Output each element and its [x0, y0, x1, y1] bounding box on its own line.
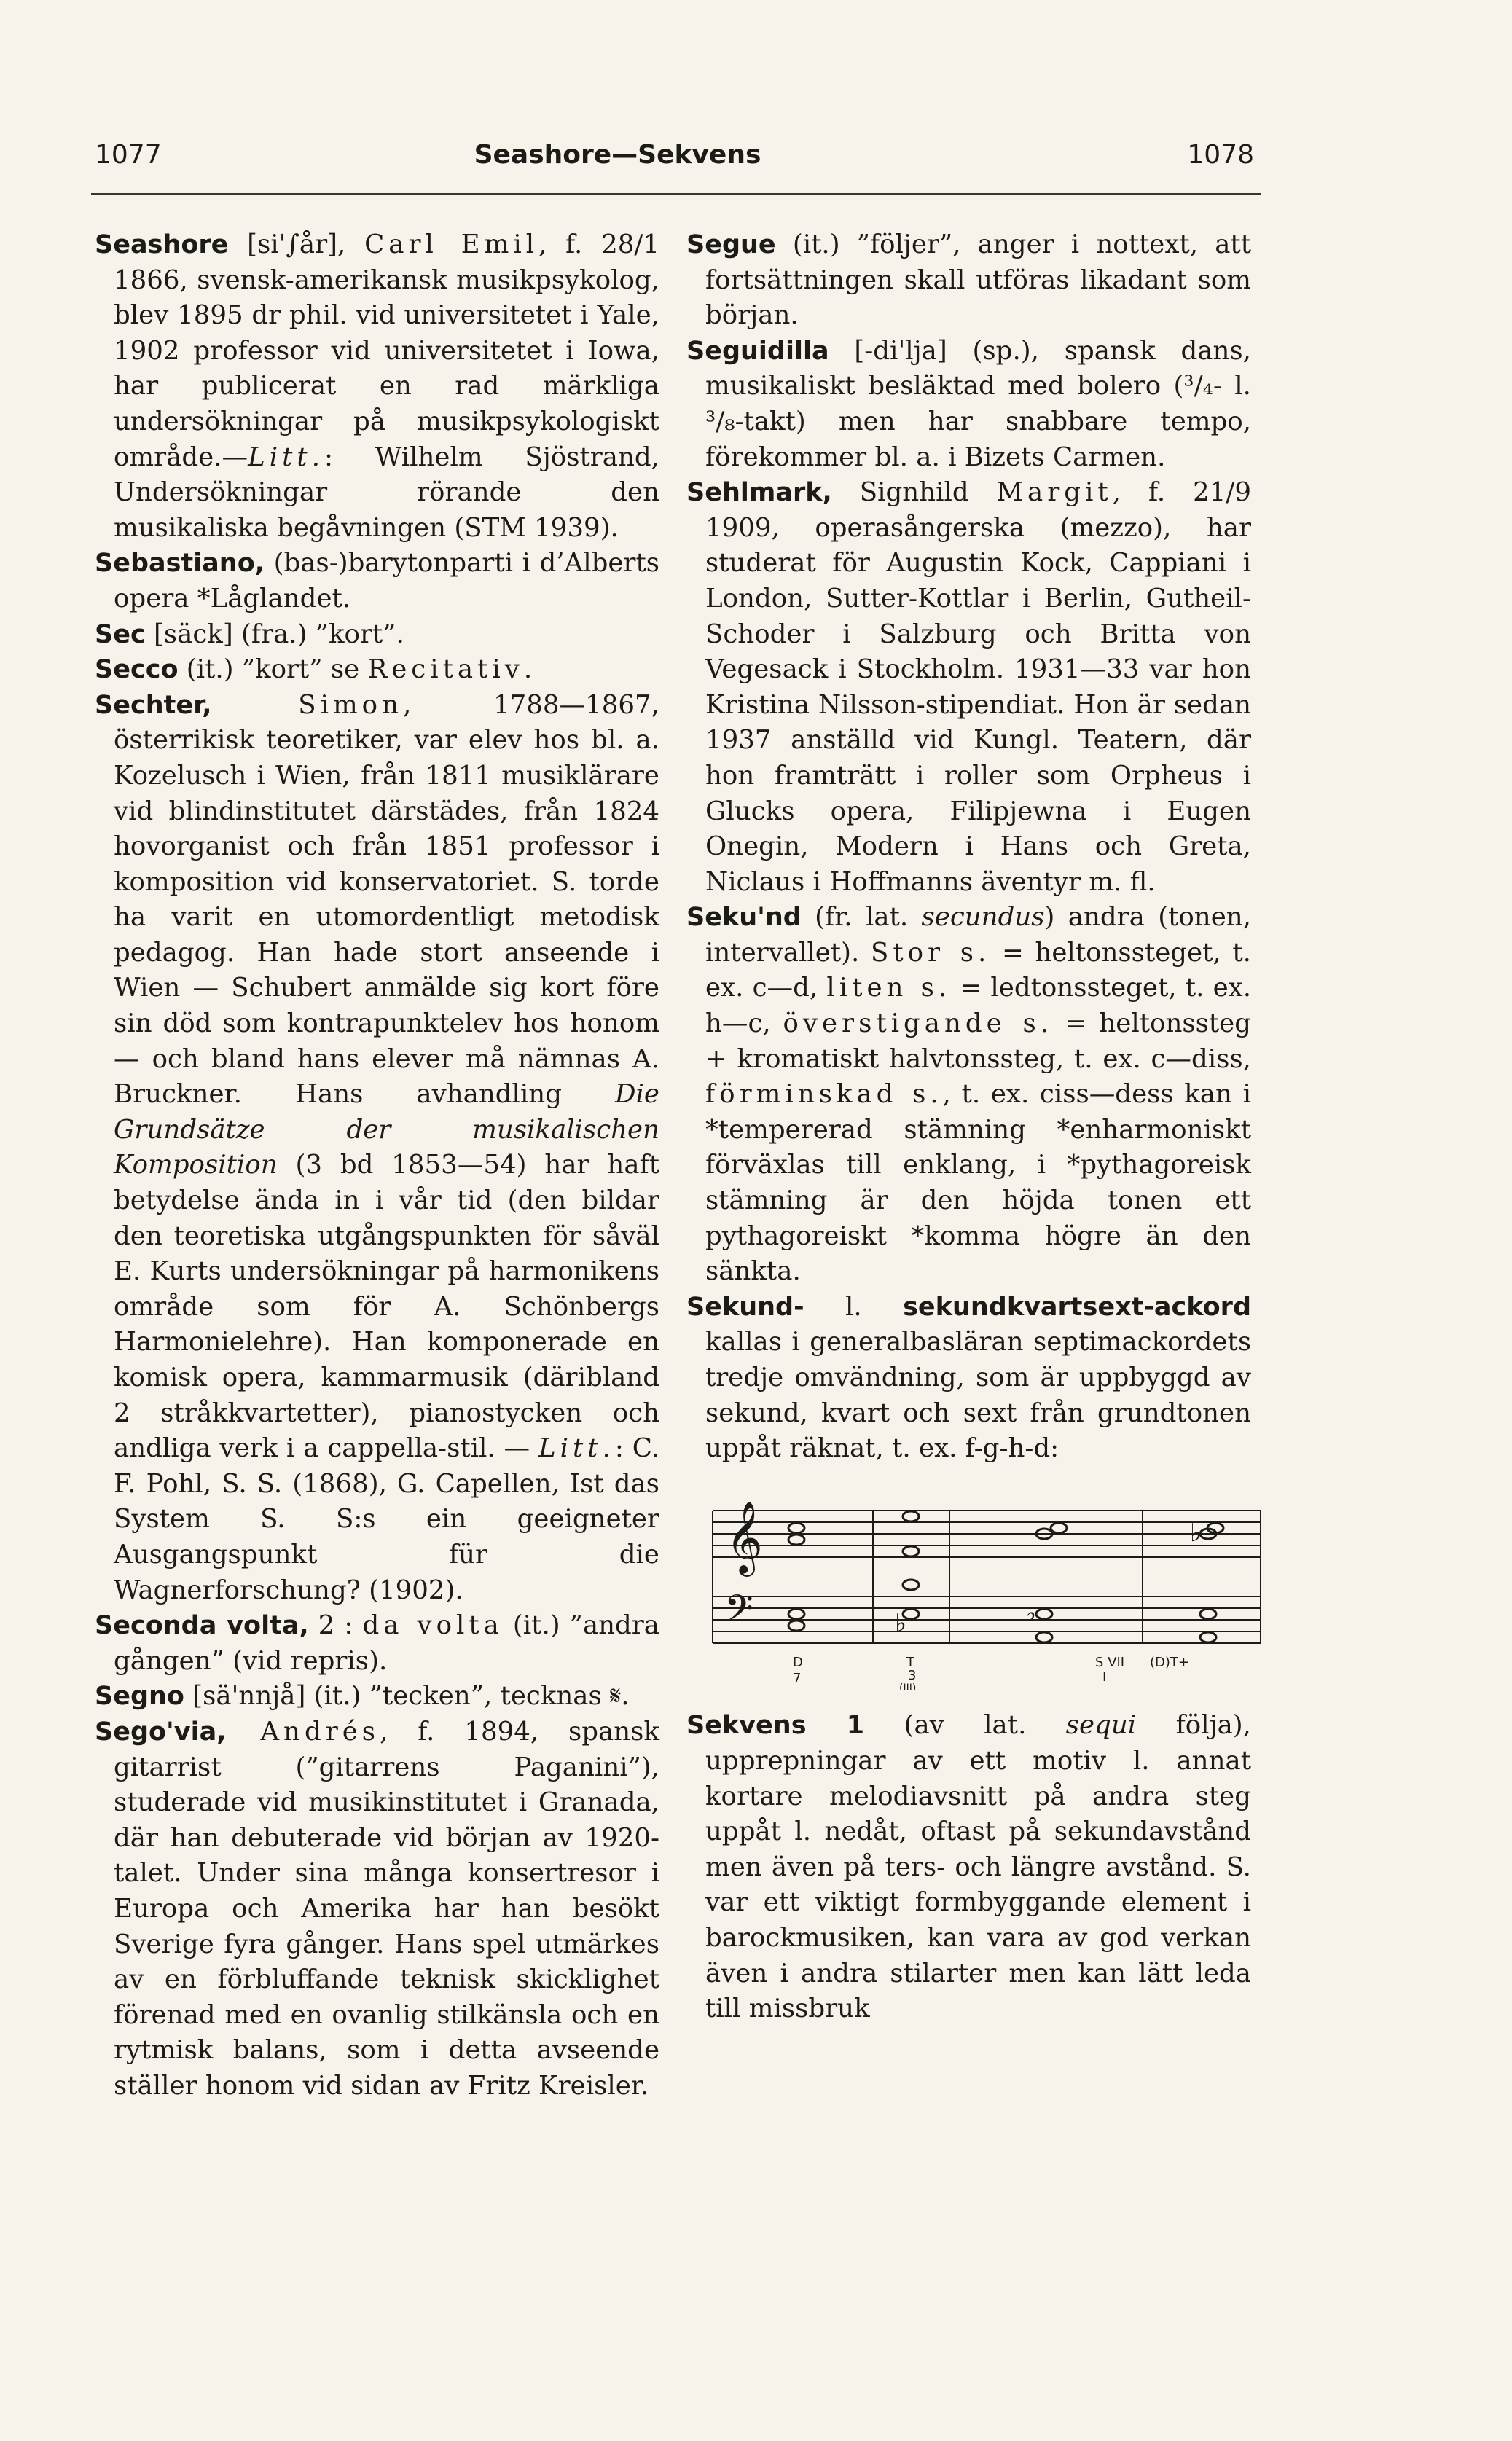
- page-number-right: 1078: [1187, 140, 1254, 170]
- note-heads: [788, 1511, 1223, 1642]
- flat-sign-icon: ♭: [1190, 1518, 1202, 1548]
- entry-text: (fr. lat.: [801, 902, 922, 933]
- flat-sign-icon: ♭: [895, 1608, 907, 1638]
- label-t: T: [906, 1654, 914, 1670]
- entry-text: l.: [804, 1291, 904, 1322]
- spaced-name: Margit: [996, 477, 1113, 508]
- right-column: [686, 227, 1251, 2027]
- entry-seconda-volta: [95, 1608, 659, 1679]
- entry-text: 2 :: [308, 1610, 363, 1641]
- entry-text: kallas i generalbasläran septimackordets tredje omvändning, som är uppbyggd av sekund, kvart och sext från grundtonen uppåt räknat, t. ex. f-g-h-d:: [705, 1327, 1251, 1464]
- entry-text: : C. F. Pohl, S. S. (1868), G. Capellen, Ist das System S. S:s ein geeigneter Ausgangspunkt für die Wagnerforschung? (1902).: [114, 1433, 660, 1605]
- entry-text: , t. ex. ciss—dess kan i *tempererad stämning *enharmoniskt förväxlas till enklang, i *pythagoreisk stämning är den höjda tonen ett pythagoreiskt *komma högre än den sänkta.: [705, 1079, 1251, 1287]
- headword: Seashore: [95, 230, 229, 259]
- entry-sehlmark: [686, 475, 1251, 900]
- entry-segue: [686, 227, 1251, 334]
- entry-text: , f. 1894, spansk gitarrist (”gitarrens Paganini”), studerade vid musikinstitutet i Granada, där han debuterade vid början av 1920-talet. Under sina många konsertresor i Europa och Amerika har han besökt Sverige fyra gånger. Hans spel utmärkes av en förbluffande teknisk skicklighet förenad med en ovanlig stilkänsla och en rytmisk balans, som i detta avseende ställer honom vid sidan av Fritz Kreisler.: [114, 1716, 660, 2101]
- label-s-num: I: [1102, 1669, 1107, 1685]
- latin-term: sequi: [1065, 1710, 1137, 1741]
- entry-text: följa), upprepningar av ett motiv l. annat kortare melodiavsnitt på andra steg uppåt l. nedåt, oftast på sekundavstånd men även på ters- och längre avstånd. S. var ett viktigt formbyggande element i barockmusiken, kan vara av god verkan även i andra stilarter men kan lätt leda till missbruk: [705, 1710, 1251, 2024]
- running-title: Seashore—Sekvens: [474, 140, 761, 170]
- headword: Sebastiano,: [95, 549, 265, 579]
- entry-text: (it.) ”följer”, anger i nottext, att fortsättningen skall utföras likadant som början.: [705, 230, 1251, 331]
- entry-text: .: [621, 1681, 630, 1712]
- work-title: Die Grundsätze der musikalischen Komposition: [114, 1079, 659, 1180]
- entry-sechter: [95, 688, 659, 1608]
- header-rule: [91, 193, 1261, 195]
- entry-sekund: [686, 900, 1251, 1290]
- headword: Sekund-: [686, 1292, 804, 1322]
- cross-reference: Recitativ: [367, 654, 524, 685]
- label-last: (D)T+: [1150, 1654, 1189, 1670]
- headword: Segno: [95, 1682, 184, 1712]
- left-column: [95, 227, 659, 2104]
- label-d: D: [793, 1654, 803, 1670]
- page-number-left: 1077: [95, 140, 162, 170]
- headword: Seguidilla: [686, 336, 829, 366]
- spaced-name: Simon: [211, 689, 404, 720]
- entry-seashore: [95, 227, 659, 546]
- headword: Sehlmark,: [686, 478, 832, 508]
- headword: Sego'via,: [95, 1717, 227, 1747]
- music-example: [705, 1486, 1268, 1690]
- staff-lines: [713, 1511, 1261, 1643]
- litt-label: Litt.: [538, 1433, 615, 1464]
- spaced-name: Carl Emil: [364, 230, 539, 259]
- entry-text: .: [523, 654, 533, 685]
- flat-sign-icon: ♭: [1025, 1598, 1037, 1628]
- entry-text: : Wilhelm Sjöstrand, Undersökningar rörande den musikaliska begåvningen (STM 1939).: [114, 442, 659, 543]
- entry-sekundkvartsextackord: [686, 1290, 1251, 1467]
- headword: Seconda volta,: [95, 1611, 309, 1641]
- treble-clef-icon: 𝄞: [726, 1500, 763, 1574]
- entry-secco: [95, 652, 659, 688]
- entry-text: , f. 28/1 1866, svensk-amerikansk musikpsykolog, blev 1895 dr phil. vid universitetet i Yale, 1902 professor vid universitetet i Iowa, har publicerat en rad märkliga undersökningar på musikpsykologiskt område.—: [114, 230, 659, 472]
- entry-text: = ledtonssteget, t. ex. h—c,: [705, 973, 1252, 1039]
- page-header: [0, 140, 1512, 184]
- entry-text: [-di'lja] (sp.), spansk dans, musikaliskt besläktad med bolero (³/₄- l. ³/₈-takt) men har snabbare tempo, förekommer bl. a. i Bizets Carmen.: [705, 335, 1251, 472]
- spaced-term: förminskad s.: [705, 1079, 943, 1110]
- spaced-term: liten s.: [826, 973, 952, 1003]
- segno-symbol: 𝄋: [610, 1681, 622, 1712]
- bass-clef-icon: 𝄢: [724, 1586, 753, 1639]
- entry-text: [säck] (fra.) ”kort”.: [145, 619, 404, 649]
- entry-text: (3 bd 1853—54) har haft betydelse ända in i vår tid (den bildar den teoretiska utgångspunkten för såväl E. Kurts undersökningar på harmonikens område som för A. Schönbergs Harmonielehre). Han komponerade en komisk opera, kammarmusik (däribland 2 stråkkvartetter), pianostycken och andliga verk i a cappella-stil. —: [114, 1150, 659, 1464]
- entry-segovia: [95, 1715, 659, 2104]
- entry-sebastiano: [95, 546, 659, 616]
- spaced-term: överstigande s.: [783, 1008, 1054, 1039]
- headword: Secco: [95, 655, 179, 685]
- label-t-sub: (III): [899, 1682, 917, 1690]
- label-t-num: 3: [908, 1667, 917, 1683]
- entry-text: = heltonssteget, t. ex. c—d,: [705, 937, 1251, 1003]
- entry-text: (it.) ”andra gången” (vid repris).: [114, 1610, 659, 1676]
- entry-text: [sä'nnjå] (it.) ”tecken”, tecknas: [184, 1681, 611, 1712]
- entry-text: (av lat.: [864, 1710, 1066, 1741]
- entry-sec: [95, 617, 659, 653]
- entry-sekvens: [686, 1708, 1251, 2026]
- entry-text: (it.) ”kort” se: [178, 654, 368, 685]
- headword: sekundkvartsext-ackord: [903, 1292, 1251, 1322]
- spaced-name: Andrés: [226, 1716, 380, 1747]
- label-d-num: 7: [793, 1670, 802, 1686]
- entry-text: ) andra (tonen, intervallet).: [705, 902, 1251, 968]
- headword: Seku'nd: [686, 903, 802, 933]
- entry-text: (bas-)barytonparti i d’Alberts opera *Låglandet.: [114, 548, 659, 614]
- litt-label: Litt.: [248, 442, 325, 472]
- entry-text: Signhild: [831, 477, 997, 508]
- spaced-term: da volta: [362, 1610, 504, 1641]
- spaced-term: Stor s.: [870, 937, 991, 968]
- entry-seguidilla: [686, 334, 1251, 475]
- entry-text: , f. 21/9 1909, operasångerska (mezzo), har studerat för Augustin Kock, Cappiani i London, Sutter-Kottlar i Berlin, Gutheil-Schoder i Salzburg och Britta von Vegesack i Stockholm. 1931—33 var hon Kristina Nilsson-stipendiat. Hon är sedan 1937 anställd vid Kungl. Teatern, där hon framträtt i roller som Orpheus i Glucks opera, Filipjewna i Eugen Onegin, Modern i Hans och Greta, Niclaus i Hoffmanns äventyr m. fl.: [705, 477, 1251, 897]
- headword: Sekvens 1: [686, 1711, 865, 1741]
- headword: Sec: [95, 619, 146, 649]
- pronunciation: [si'∫år],: [228, 230, 365, 259]
- headword: Segue: [686, 230, 776, 259]
- headword: Sechter,: [95, 690, 212, 720]
- entry-segno: [95, 1679, 659, 1715]
- latin-term: secundus: [921, 902, 1045, 933]
- entry-text: = heltonssteg + kromatiskt halvtonssteg, t. ex. c—diss,: [705, 1008, 1251, 1074]
- entry-text: , 1788—1867, österrikisk teoretiker, var elev hos bl. a. Kozelusch i Wien, från 1811 musiklärare vid blindinstitutet därstädes, från 1824 hovorganist och från 1851 professor i komposition vid konservatoriet. S. torde ha varit en utomordentligt metodisk pedagog. Han hade stort anseende i Wien — Schubert anmälde sig kort före sin död som kontrapunktelev hos honom — och bland hans elever må nämnas A. Bruckner. Hans avhandling: [114, 689, 659, 1110]
- label-s: S VII: [1095, 1654, 1125, 1670]
